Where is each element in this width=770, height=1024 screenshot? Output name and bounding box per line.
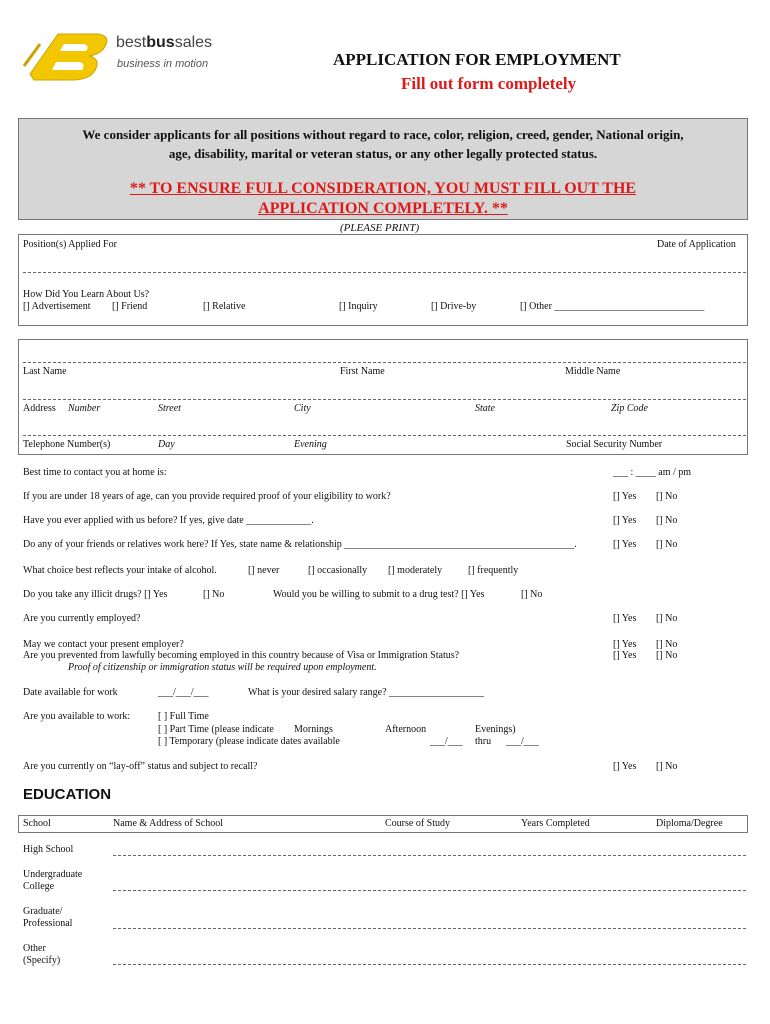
positions-label: Position(s) Applied For (23, 239, 117, 250)
state-label: State (475, 403, 495, 414)
edu-line-undergrad[interactable] (113, 890, 746, 891)
layoff-no[interactable]: [] No (656, 761, 678, 772)
best-time-field[interactable]: ___ : ____ am / pm (613, 467, 692, 478)
visa-question: Are you prevented from lawfully becoming employed in this country because of Visa or Immigration Status? (23, 650, 460, 661)
date-available-label: Date available for work (23, 687, 118, 698)
applied-before-no[interactable]: [] No (656, 515, 678, 526)
option-friend[interactable]: [] Friend (112, 301, 148, 312)
address-line[interactable] (23, 399, 746, 400)
name-line[interactable] (23, 362, 746, 363)
brand-bold: bus (146, 34, 175, 51)
edu-row-graduate-1: Graduate/ (23, 906, 63, 917)
citizenship-note: Proof of citizenship or immigration status will be required upon employment. (68, 662, 377, 673)
last-name-label: Last Name (23, 366, 67, 377)
evening-label: Evening (294, 439, 327, 450)
afternoon-option[interactable]: Afternoon (385, 724, 427, 735)
alcohol-occasionally[interactable]: [] occasionally (308, 565, 368, 576)
mornings-option[interactable]: Mornings (294, 724, 333, 735)
brand-tagline: business in motion (117, 58, 209, 70)
best-time-label: Best time to contact you at home is: (23, 467, 167, 478)
alcohol-frequently[interactable]: [] frequently (468, 565, 519, 576)
layoff-yes[interactable]: [] Yes (613, 761, 637, 772)
number-label: Number (68, 403, 101, 414)
street-label: Street (158, 403, 181, 414)
friends-question: Do any of your friends or relatives work here? If Yes, state name & relationship ______________________________________________. (23, 539, 577, 550)
form-subtitle: Fill out form completely (401, 74, 577, 93)
edu-line-high-school[interactable] (113, 855, 746, 856)
option-drive-by[interactable]: [] Drive-by (431, 301, 477, 312)
part-time-option[interactable]: [ ] Part Time (please indicate (158, 724, 274, 735)
contact-employer-yes[interactable]: [] Yes (613, 639, 637, 650)
position-line[interactable] (23, 272, 746, 273)
edu-row-high-school: High School (23, 844, 74, 855)
col-diploma: Diploma/Degree (656, 818, 723, 829)
brand-suffix: sales (174, 34, 213, 51)
notice-box (18, 118, 748, 220)
option-inquiry[interactable]: [] Inquiry (339, 301, 378, 312)
employed-no[interactable]: [] No (656, 613, 678, 624)
bus-logo-icon (20, 26, 115, 86)
ssn-label: Social Security Number (566, 439, 663, 450)
education-title: EDUCATION (23, 786, 112, 803)
available-to-work-label: Are you available to work: (23, 711, 131, 722)
date-available-field[interactable]: ___/___/___ (158, 687, 209, 698)
full-time-option[interactable]: [ ] Full Time (158, 711, 209, 722)
alcohol-moderately[interactable]: [] moderately (388, 565, 443, 576)
evenings-option[interactable]: Evenings) (475, 724, 516, 735)
edu-line-graduate[interactable] (113, 928, 746, 929)
option-relative[interactable]: [] Relative (203, 301, 246, 312)
zip-label: Zip Code (611, 403, 648, 414)
employed-question: Are you currently employed? (23, 613, 141, 624)
option-advertisement[interactable]: [] Advertisement (23, 301, 91, 312)
salary-question[interactable]: What is your desired salary range? ___________________ (248, 687, 485, 698)
employed-yes[interactable]: [] Yes (613, 613, 637, 624)
edu-row-other-2: (Specify) (23, 955, 61, 966)
alcohol-question: What choice best reflects your intake of alcohol. (23, 565, 217, 576)
day-label: Day (158, 439, 175, 450)
under-18-yes[interactable]: [] Yes (613, 491, 637, 502)
edu-row-graduate-2: Professional (23, 918, 73, 929)
city-label: City (294, 403, 311, 414)
contact-employer-question: May we contact your present employer? (23, 639, 184, 650)
friends-yes[interactable]: [] Yes (613, 539, 637, 550)
under-18-no[interactable]: [] No (656, 491, 678, 502)
edu-row-undergrad-1: Undergraduate (23, 869, 83, 880)
personal-section (18, 339, 748, 455)
visa-yes[interactable]: [] Yes (613, 650, 637, 661)
thru-label: thru (475, 736, 492, 747)
applied-before-yes[interactable]: [] Yes (613, 515, 637, 526)
telephone-label: Telephone Number(s) (23, 439, 111, 450)
brand-prefix: best (116, 34, 147, 51)
print-note: (PLEASE PRINT) (340, 222, 420, 234)
applied-before-question: Have you ever applied with us before? If yes, give date _____________. (23, 515, 314, 526)
address-label: Address (23, 403, 56, 414)
alcohol-never[interactable]: [] never (248, 565, 280, 576)
drug-test-question[interactable]: Would you be willing to submit to a drug test? [] Yes (273, 589, 485, 600)
layoff-question: Are you currently on “lay-off” status and subject to recall? (23, 761, 258, 772)
col-school: School (23, 818, 51, 829)
col-name-address: Name & Address of School (113, 818, 223, 829)
col-years: Years Completed (521, 818, 590, 829)
drugs-question[interactable]: Do you take any illicit drugs? [] Yes (23, 589, 168, 600)
option-other[interactable]: [] Other ______________________________ (520, 301, 705, 312)
edu-row-other-1: Other (23, 943, 46, 954)
edu-line-other[interactable] (113, 964, 746, 965)
telephone-line[interactable] (23, 435, 746, 436)
friends-no[interactable]: [] No (656, 539, 678, 550)
equal-opportunity-statement: We consider applicants for all positions without regard to race, color, religion, creed, gender, National origin, age, disability, marital or veteran status, or any other legally protected status. (82, 127, 684, 161)
drug-test-no[interactable]: [] No (521, 589, 543, 600)
date-of-application-label: Date of Application (657, 239, 736, 250)
learn-label: How Did You Learn About Us? (23, 289, 150, 300)
contact-employer-no[interactable]: [] No (656, 639, 678, 650)
col-course: Course of Study (385, 818, 450, 829)
visa-no[interactable]: [] No (656, 650, 678, 661)
position-section (18, 234, 748, 326)
drugs-no[interactable]: [] No (203, 589, 225, 600)
complete-warning: ** TO ENSURE FULL CONSIDERATION, YOU MUST FILL OUT THE APPLICATION COMPLETELY. ** (129, 180, 637, 217)
under-18-question: If you are under 18 years of age, can you provide required proof of your eligibility to work? (23, 491, 391, 502)
form-title: APPLICATION FOR EMPLOYMENT (333, 50, 621, 69)
company-logo (20, 26, 220, 86)
temporary-option[interactable]: [ ] Temporary (please indicate dates available (158, 736, 340, 747)
middle-name-label: Middle Name (565, 366, 621, 377)
temp-start-field[interactable]: ___/___ (430, 736, 463, 747)
first-name-label: First Name (340, 366, 385, 377)
edu-row-undergrad-2: College (23, 881, 55, 892)
temp-end-field[interactable]: ___/___ (506, 736, 539, 747)
